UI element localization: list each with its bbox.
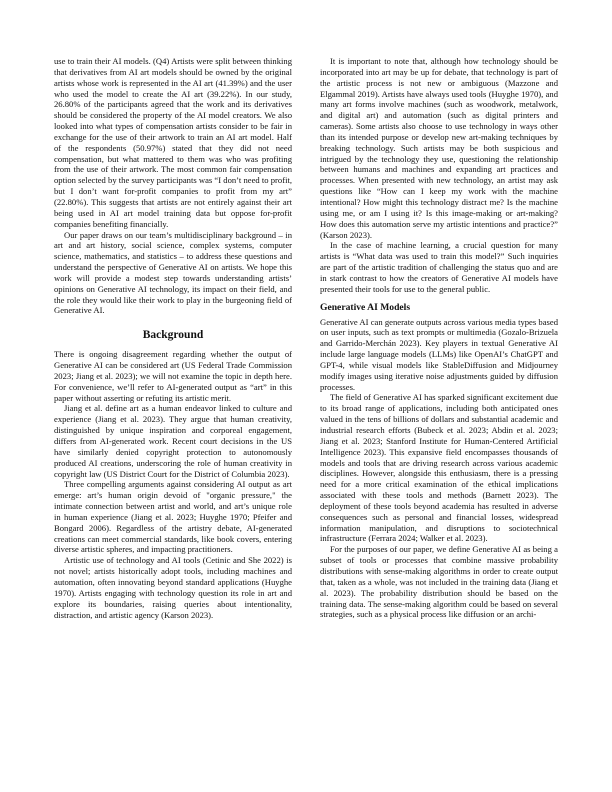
paragraph: In the case of machine learning, a crucial question for many artists is “What data was used to train this model?” Such inquiries are part of the artistic tradition of challenging the status quo and are in stark contrast to how the creators of Generative AI models have presented their tools for use to the general public.	[320, 240, 558, 294]
paragraph: Generative AI can generate outputs across various media types based on user inputs, such as text prompts or multimedia (Gozalo-Brizuela and Garrido-Merchán 2023). Key players in textual Generative AI include large language models (LLMs) like OpenAI’s ChatGPT and GPT-4, while visual models like StableDiffusion and Midjourney modify images using iterative noise adjustments guided by diffusion processes.	[320, 316, 558, 392]
section-heading-background: Background	[142, 329, 204, 342]
paragraph: Jiang et al. define art as a human endeavor linked to culture and experience (Jiang et al. 2023). They argue that human creativity, distinguished by unique inspiration and corporeal engagement, differs from AI-generated work. Recent court decisions in the US have similarly denied copyright protection to autonomously produced AI creations, underscoring the role of human creativity in copyright law (US District Court for the District of Columbia 2023).	[54, 403, 292, 479]
subsection-heading-generative-ai-models: Generative AI Models	[320, 301, 411, 313]
left-column	[54, 56, 292, 620]
paragraph: Three compelling arguments against considering AI output as art emerge: art’s human origin devoid of "organic pressure," the intimate connection between artist and world, and art’s unique role in human experience (Jiang et al. 2023; Huyghe 1970; Pfeifer and Bongard 2006). Regardless of the artistry debate, AI-generated creations can meet commercial standards, like book covers, entering diverse artistic spheres, and impacting practitioners.	[54, 479, 292, 555]
paragraph: It is important to note that, although how technology should be incorporated into art may be up for debate, that technology is part of the artistic process is not new or ambiguous (Mazzone and Elgammal 2019). Artists have always used tools (Huyghe 1970), and many art forms involve machines (such as woodwork, metalwork, and digital art) and automation (such as digital printers and cameras). Some artists also choose to use technology in ways other than its intended purpose or develop new art-making techniques by breaking technology. Such artists may be both suspicious and intrigued by the technology they use, questioning the relationship between humans and machines and expanding art practices and processes. When presented with new technology, an artist may ask questions like “How can I keep my work with the machine intentional? How might this technology distract me? Is the machine using me, or am I using it? Is this image-making or art-making? How does this automation serve my artistic intentions and practice?” (Karson 2023).	[320, 56, 558, 240]
paragraph: For the purposes of our paper, we define Generative AI as being a subset of tools or processes that combine massive probability distributions with sense-making algorithms in order to create output that, taken as a whole, was not included in the training data (Jiang et al. 2023). The probability distribution should be based on the training data. The sense-making algorithm could be based on several strategies, such as a physical process like diffusion or an archi-	[320, 544, 558, 620]
paragraph: use to train their AI models. (Q4) Artists were split between thinking that derivatives from AI art models should be owned by the original artists whose work is represented in the AI art (41.39%) and the user who used the model to create the AI art (39.22%). In our study, 26.80% of the participants agreed that the work and its derivatives should be considered the property of the AI model creators. We also looked into what types of compensation artists consider to be fair in exchange for the use of their artwork to train an AI art model. Half of the respondents (50.97%) stated that they did not need compensation, but what mattered to them was who was profiting from the use of their artwork. The most common fair compensation option selected by the survey participants was “I don’t need to profit, but I don’t want for-profit companies to profit from my art” (22.80%). This suggests that artists are not entirely against their art being used in AI art model training data but oppose for-profit companies benefiting financially.	[54, 56, 292, 229]
paragraph: Our paper draws on our team’s multidisciplinary background – in art and art history, social science, complex systems, computer science, mathematics, and statistics – to address these questions and understand the perspective of Generative AI on artists. We hope this work will provide a modest step towards understanding artists’ opinions on Generative AI technology, its impact on their field, and the role they would like their work to play in the burgeoning field of Generative AI.	[54, 229, 292, 316]
paragraph: The field of Generative AI has sparked significant excitement due to its broad range of applications, including both anticipated ones valued in the tens of billions of dollars and substantial academic and industrial research efforts (Bubeck et al. 2023; Abdin et al. 2023; Jiang et al. 2023; Stanford Institute for Human-Centered Artificial Intelligence 2023). This expansive field encompasses thousands of models and tools that are driving research across various academic disciplines. However, alongside this enthusiasm, there is a pressing need for a more critical examination of the ethical implications associated with these tools and methods (Barnett 2023). The deployment of these tools beyond academia has resulted in adverse consequences such as personal and financial losses, widespread information manipulation, and disruptions to sociotechnical infrastructure (Ferrara 2024; Walker et al. 2023).	[320, 392, 558, 544]
right-column	[320, 56, 558, 620]
paragraph: There is ongoing disagreement regarding whether the output of Generative AI can be considered art (US Federal Trade Commission 2023; Jiang et al. 2023); we will not examine the topic in depth here. For convenience, we’ll refer to AI-generated output as “art” in this paper without asserting or refuting its artistic merit.	[54, 349, 292, 403]
paragraph: Artistic use of technology and AI tools (Cetinic and She 2022) is not novel; artists historically adopt tools, including machines and automation, often innovating beyond standard applications (Huyghe 1970). Artists engaging with technology question its role in art and explore its boundaries, raising queries about intentionality, distraction, and artistic agency (Karson 2023).	[54, 555, 292, 620]
